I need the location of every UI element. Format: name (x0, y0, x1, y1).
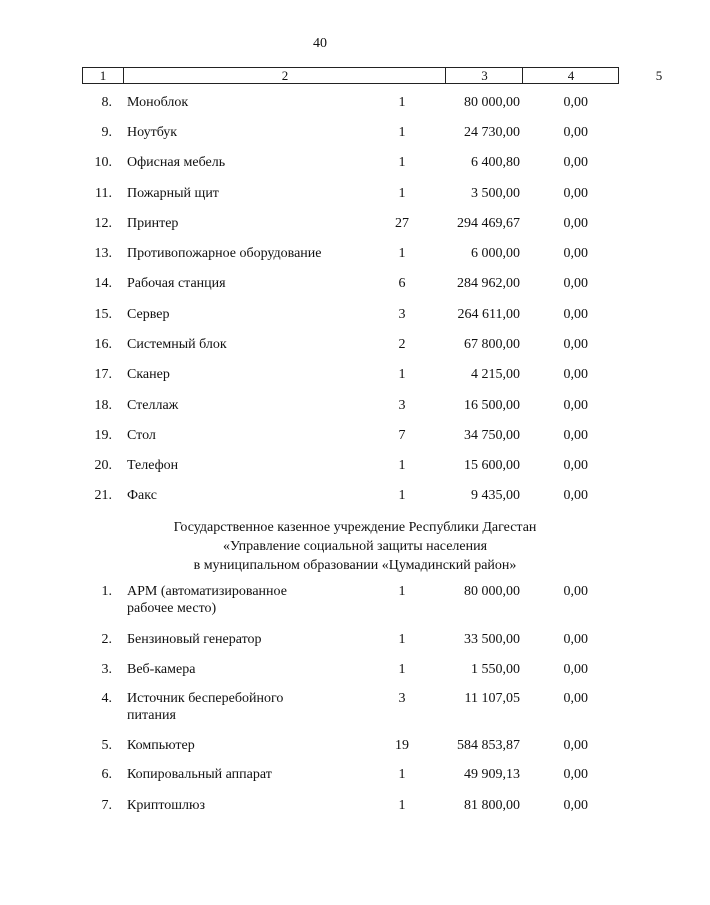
row-amount: 16 500,00 (464, 398, 520, 413)
row-item-name (127, 690, 377, 724)
section-heading-line-3: в муниципальном образовании «Цумадинский район» (193, 558, 517, 573)
row-number: 15. (94, 307, 112, 322)
row-residual: 0,00 (563, 307, 588, 322)
row-number: 8. (101, 95, 112, 110)
row-item-name: Пожарный щит (127, 186, 219, 201)
row-amount: 49 909,13 (464, 767, 520, 782)
row-quantity: 6 (398, 276, 406, 291)
row-quantity: 7 (398, 428, 406, 443)
row-residual: 0,00 (563, 398, 588, 413)
row-number: 4. (101, 691, 112, 706)
row-quantity: 19 (395, 738, 409, 753)
row-item-name-line-1: Источник бесперебойного (127, 691, 284, 706)
row-quantity: 1 (398, 125, 406, 140)
row-number: 13. (94, 246, 112, 261)
table-header (82, 67, 663, 84)
row-item-name-line-1: АРМ (автоматизированное (127, 584, 287, 599)
section-heading-line-1: Государственное казенное учреждение Республики Дагестан (173, 520, 537, 535)
row-residual: 0,00 (563, 662, 588, 677)
row-number: 2. (101, 632, 112, 647)
row-quantity: 1 (398, 95, 406, 110)
row-quantity: 1 (398, 488, 406, 503)
row-quantity: 1 (398, 458, 406, 473)
row-quantity: 3 (398, 691, 406, 706)
row-number: 16. (94, 337, 112, 352)
row-quantity: 1 (398, 584, 406, 599)
row-number: 11. (95, 186, 112, 201)
row-item-name-line-2: питания (127, 708, 176, 723)
row-residual: 0,00 (563, 246, 588, 261)
row-item-name-line-2: рабочее место) (127, 601, 217, 616)
row-number: 19. (94, 428, 112, 443)
row-amount: 1 550,00 (471, 662, 520, 677)
row-number: 9. (101, 125, 112, 140)
row-amount: 3 500,00 (471, 186, 520, 201)
row-item-name: Сканер (127, 367, 170, 382)
section-heading-line-2: «Управление социальной защиты населения (222, 539, 488, 554)
row-number: 1. (101, 584, 112, 599)
row-residual: 0,00 (563, 632, 588, 647)
row-number: 21. (94, 488, 112, 503)
row-item-name: Бензиновый генератор (127, 632, 262, 647)
row-amount: 33 500,00 (464, 632, 520, 647)
row-residual: 0,00 (563, 738, 588, 753)
row-amount: 80 000,00 (464, 95, 520, 110)
row-item-name: Офисная мебель (127, 155, 226, 170)
row-residual: 0,00 (563, 276, 588, 291)
row-amount: 80 000,00 (464, 584, 520, 599)
row-number: 7. (101, 798, 112, 813)
row-item-name: Стол (127, 428, 156, 443)
row-quantity: 27 (395, 216, 409, 231)
row-residual: 0,00 (563, 125, 588, 140)
row-quantity: 3 (398, 307, 406, 322)
row-number: 20. (94, 458, 112, 473)
section-heading (0, 518, 710, 575)
row-residual: 0,00 (563, 337, 588, 352)
row-item-name: Ноутбук (127, 125, 178, 140)
row-amount: 67 800,00 (464, 337, 520, 352)
row-amount: 81 800,00 (464, 798, 520, 813)
row-item-name: Факс (127, 488, 157, 503)
row-residual: 0,00 (563, 798, 588, 813)
row-residual: 0,00 (563, 186, 588, 201)
page-number: 40 (313, 36, 327, 51)
row-quantity: 1 (398, 367, 406, 382)
row-item-name: Противопожарное оборудование (127, 246, 322, 261)
row-amount: 11 107,05 (464, 691, 520, 706)
row-item-name: Криптошлюз (127, 798, 206, 813)
row-number: 14. (94, 276, 112, 291)
row-number: 6. (101, 767, 112, 782)
header-col-2: 2 (123, 68, 446, 83)
row-quantity: 1 (398, 186, 406, 201)
row-number: 10. (94, 155, 112, 170)
row-amount: 24 730,00 (464, 125, 520, 140)
row-item-name: Моноблок (127, 95, 189, 110)
row-amount: 284 962,00 (457, 276, 520, 291)
row-residual: 0,00 (563, 428, 588, 443)
row-residual: 0,00 (563, 95, 588, 110)
row-amount: 34 750,00 (464, 428, 520, 443)
row-quantity: 1 (398, 798, 406, 813)
row-residual: 0,00 (563, 458, 588, 473)
row-item-name: Веб-камера (127, 662, 196, 677)
row-amount: 6 400,80 (471, 155, 520, 170)
header-col-4: 4 (522, 68, 619, 83)
header-col-5: 5 (618, 68, 699, 83)
row-residual: 0,00 (563, 584, 588, 599)
header-col-3: 3 (445, 68, 523, 83)
row-quantity: 1 (398, 155, 406, 170)
row-number: 17. (94, 367, 112, 382)
row-number: 5. (101, 738, 112, 753)
row-item-name: Системный блок (127, 337, 227, 352)
row-number: 12. (94, 216, 112, 231)
row-amount: 15 600,00 (464, 458, 520, 473)
row-item-name (127, 583, 377, 617)
row-residual: 0,00 (563, 767, 588, 782)
row-amount: 4 215,00 (471, 367, 520, 382)
header-col-1: 1 (99, 68, 107, 83)
row-residual: 0,00 (563, 216, 588, 231)
row-quantity: 1 (398, 767, 406, 782)
row-quantity: 1 (398, 246, 406, 261)
row-quantity: 1 (398, 662, 406, 677)
row-residual: 0,00 (563, 488, 588, 503)
row-amount: 294 469,67 (457, 216, 520, 231)
row-item-name: Рабочая станция (127, 276, 226, 291)
row-amount: 6 000,00 (471, 246, 520, 261)
row-quantity: 1 (398, 632, 406, 647)
row-number: 18. (94, 398, 112, 413)
row-item-name: Копировальный аппарат (127, 767, 272, 782)
row-number: 3. (101, 662, 112, 677)
row-item-name: Сервер (127, 307, 170, 322)
row-amount: 584 853,87 (457, 738, 520, 753)
row-item-name: Компьютер (127, 738, 195, 753)
row-item-name: Принтер (127, 216, 179, 231)
row-item-name: Стеллаж (127, 398, 179, 413)
row-amount: 264 611,00 (457, 307, 520, 322)
row-residual: 0,00 (563, 155, 588, 170)
row-quantity: 3 (398, 398, 406, 413)
row-quantity: 2 (398, 337, 406, 352)
row-item-name: Телефон (127, 458, 179, 473)
row-residual: 0,00 (563, 367, 588, 382)
row-residual: 0,00 (563, 691, 588, 706)
row-amount: 9 435,00 (471, 488, 520, 503)
